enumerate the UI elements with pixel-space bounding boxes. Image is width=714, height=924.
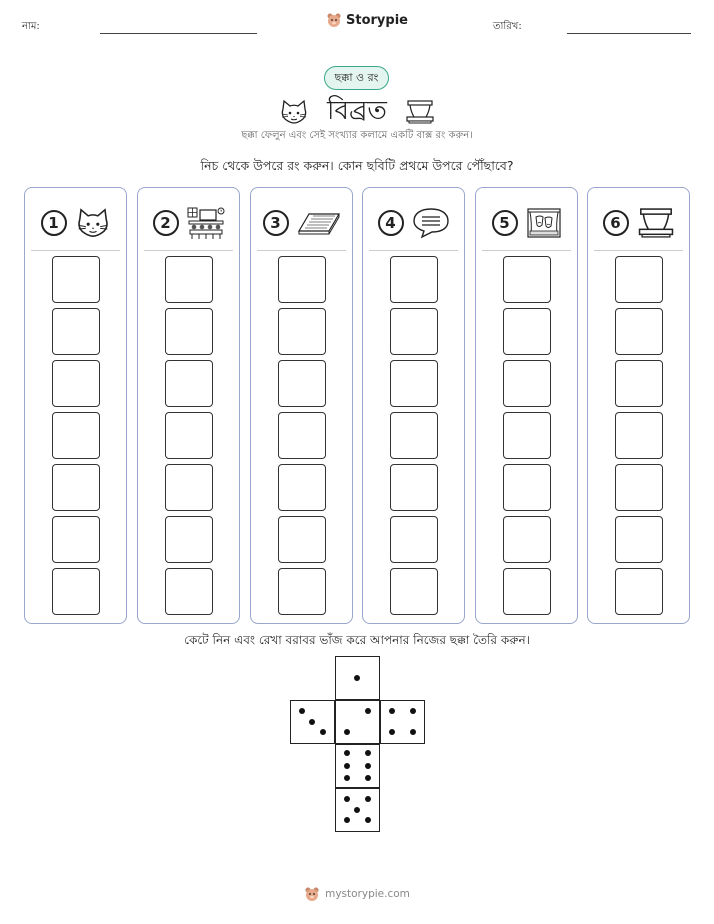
color-box[interactable] (390, 308, 438, 355)
column-2 (137, 187, 240, 624)
dice-pip (344, 729, 350, 735)
dice-face-1 (335, 656, 380, 700)
column-1 (24, 187, 127, 624)
dice-pip (354, 807, 360, 813)
column-number: 1 (41, 210, 67, 236)
color-box[interactable] (503, 464, 551, 511)
color-box[interactable] (503, 308, 551, 355)
color-box[interactable] (52, 308, 100, 355)
dice-pip (365, 796, 371, 802)
color-box[interactable] (615, 516, 663, 563)
color-box[interactable] (52, 412, 100, 459)
column-header (371, 198, 456, 248)
color-box[interactable] (52, 568, 100, 615)
dice-pip (365, 817, 371, 823)
color-box[interactable] (278, 256, 326, 303)
column-header (484, 198, 569, 248)
color-box[interactable] (165, 464, 213, 511)
color-box[interactable] (503, 568, 551, 615)
floor-mat-icon (297, 211, 341, 235)
dice-pip (344, 775, 350, 781)
date-line[interactable] (567, 33, 691, 34)
dice-pip (354, 675, 360, 681)
stage-icon (405, 99, 435, 125)
column-header (259, 198, 344, 248)
color-box[interactable] (615, 412, 663, 459)
color-box[interactable] (278, 464, 326, 511)
column-divider (369, 250, 458, 251)
dice-face-5 (335, 788, 380, 832)
color-box[interactable] (52, 516, 100, 563)
dice-pip (344, 763, 350, 769)
dice-pip (365, 708, 371, 714)
column-header (33, 198, 118, 248)
color-box[interactable] (503, 412, 551, 459)
color-box[interactable] (615, 464, 663, 511)
column-divider (257, 250, 346, 251)
column-divider (144, 250, 233, 251)
column-divider (31, 250, 120, 251)
color-box[interactable] (615, 256, 663, 303)
column-divider (482, 250, 571, 251)
color-box[interactable] (165, 256, 213, 303)
dice-face-6 (335, 744, 380, 788)
dice-face-3 (290, 700, 335, 744)
dice-pip (299, 708, 305, 714)
name-label: নাম: (22, 21, 40, 32)
dice-pip (344, 796, 350, 802)
storypie-bear-icon (304, 886, 320, 902)
storypie-bear-icon (326, 12, 342, 28)
name-line[interactable] (100, 33, 257, 34)
color-box[interactable] (390, 256, 438, 303)
brand-logo (326, 12, 408, 28)
color-box[interactable] (165, 516, 213, 563)
theater-masks-icon (526, 207, 562, 239)
column-3 (250, 187, 353, 624)
dice-pip (365, 763, 371, 769)
color-box[interactable] (390, 464, 438, 511)
color-box[interactable] (165, 412, 213, 459)
color-box[interactable] (278, 412, 326, 459)
color-box[interactable] (278, 568, 326, 615)
color-box[interactable] (615, 308, 663, 355)
dice-pip (410, 708, 416, 714)
dice-pip (365, 750, 371, 756)
color-box[interactable] (390, 360, 438, 407)
color-box[interactable] (165, 308, 213, 355)
color-box[interactable] (390, 412, 438, 459)
column-number: 6 (603, 210, 629, 236)
column-5 (475, 187, 578, 624)
dice-pip (320, 729, 326, 735)
dice-pip (344, 750, 350, 756)
cat-face-icon (75, 207, 111, 239)
color-instruction: নিচ থেকে উপরে রং করুন। কোন ছবিটি প্রথমে উপরে পৌঁছাবে? (200, 158, 514, 173)
dice-face-2 (335, 700, 380, 744)
dice-pip (309, 719, 315, 725)
topic-pill (324, 66, 389, 90)
color-box[interactable] (278, 360, 326, 407)
column-number: 3 (263, 210, 289, 236)
color-box[interactable] (165, 360, 213, 407)
column-number: 5 (492, 210, 518, 236)
column-number: 2 (153, 210, 179, 236)
classroom-icon (187, 206, 225, 240)
color-box[interactable] (390, 568, 438, 615)
topic-pill-text: ছক্কা ও রং (334, 70, 379, 84)
column-6 (587, 187, 690, 624)
color-box[interactable] (390, 516, 438, 563)
color-box[interactable] (503, 256, 551, 303)
color-box[interactable] (278, 516, 326, 563)
color-box[interactable] (278, 308, 326, 355)
color-box[interactable] (165, 568, 213, 615)
footer-site[interactable]: mystorypie.com (325, 888, 410, 900)
column-number: 4 (378, 210, 404, 236)
color-box[interactable] (52, 256, 100, 303)
page-title: বিব্রত (327, 96, 387, 126)
color-box[interactable] (615, 360, 663, 407)
column-header (146, 198, 231, 248)
speech-bubble-icon (412, 207, 450, 239)
column-header (596, 198, 681, 248)
dice-pip (344, 817, 350, 823)
footer (0, 886, 714, 902)
column-4 (362, 187, 465, 624)
color-box[interactable] (503, 360, 551, 407)
color-box[interactable] (615, 568, 663, 615)
dice-pip (365, 775, 371, 781)
brand-name: Storypie (346, 12, 408, 28)
stage-icon (637, 206, 675, 240)
roll-instruction: ছক্কা ফেলুন এবং সেই সংখ্যার কলামে একটি বাক্স রং করুন। (241, 130, 473, 141)
cat-face-icon (279, 99, 309, 125)
dice-pip (410, 729, 416, 735)
dice-face-4 (380, 700, 425, 744)
column-divider (594, 250, 683, 251)
cut-instruction: কেটে নিন এবং রেখা বরাবর ভাঁজ করে আপনার নিজের ছক্কা তৈরি করুন। (184, 633, 530, 647)
color-box[interactable] (52, 360, 100, 407)
dice-pip (389, 708, 395, 714)
color-box[interactable] (503, 516, 551, 563)
color-box[interactable] (52, 464, 100, 511)
date-label: তারিখ: (493, 21, 522, 32)
dice-pip (389, 729, 395, 735)
